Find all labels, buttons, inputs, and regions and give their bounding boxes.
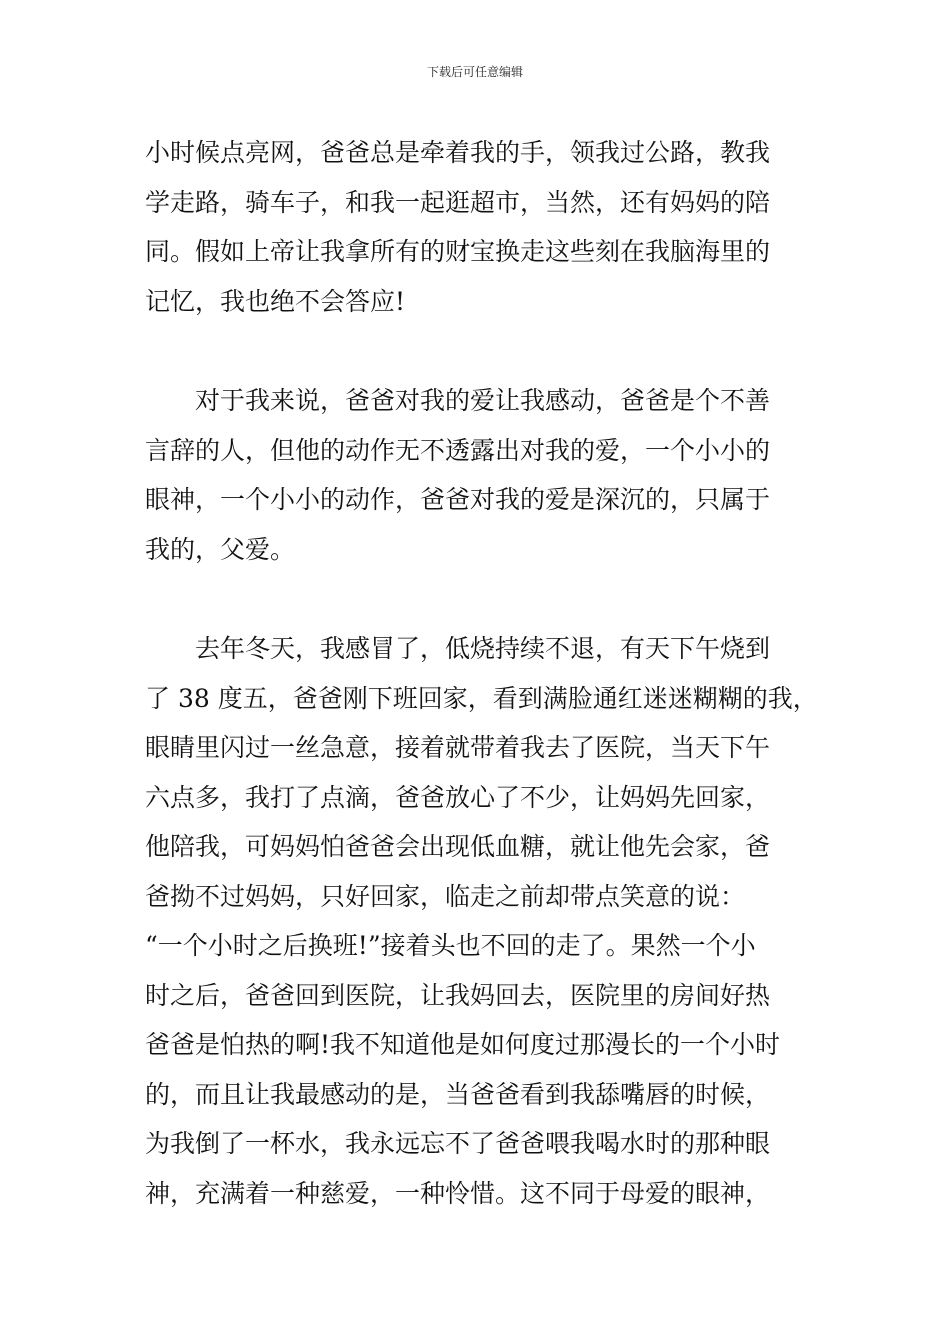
text-line: 言辞的人，但他的动作无不透露出对我的爱，一个小小的 — [145, 435, 771, 465]
paragraph-spacer — [145, 574, 825, 624]
paragraph-spacer — [145, 326, 825, 376]
text-line: 爸拗不过妈妈，只好回家，临走之前却带点笑意的说： — [145, 881, 746, 911]
text-line: 去年冬天，我感冒了，低烧持续不退，有天下午烧到 — [195, 634, 771, 663]
text-line: 小时候点亮网，爸爸总是牵着我的手，领我过公路，教我 — [145, 138, 771, 167]
text-line: “一个小时之后换班!”接着头也不回的走了。果然一个小 — [145, 931, 756, 960]
text-line: 记忆，我也绝不会答应! — [145, 286, 406, 316]
text-line: 对于我来说，爸爸对我的爱让我感动，爸爸是个不善 — [195, 386, 771, 415]
text-line: 我的，父爱。 — [145, 534, 296, 564]
paragraph-2 — [145, 376, 825, 574]
document-body — [145, 128, 825, 1218]
text-line: 眼睛里闪过一丝急意，接着就带着我去了医院，当天下午 — [145, 733, 771, 762]
page-header: 下载后可任意编辑 — [426, 65, 523, 79]
text-line: 同。假如上帝让我拿所有的财宝换走这些刻在我脑海里的 — [145, 237, 771, 266]
text-line: 了 38 度五，爸爸刚下班回家，看到满脸通红迷迷糊糊的我， — [145, 683, 818, 713]
text-line: 学走路，骑车子，和我一起逛超市，当然，还有妈妈的陪 — [145, 187, 771, 217]
paragraph-3 — [145, 624, 825, 1218]
text-line: 他陪我，可妈妈怕爸爸会出现低血糖，就让他先会家，爸 — [145, 832, 771, 861]
text-line: 六点多，我打了点滴，爸爸放心了不少，让妈妈先回家， — [145, 782, 771, 812]
text-line: 时之后，爸爸回到医院，让我妈回去，医院里的房间好热 — [145, 980, 771, 1010]
text-line: 为我倒了一杯水，我永远忘不了爸爸喂我喝水时的那种眼 — [145, 1129, 771, 1158]
paragraph-1 — [145, 128, 825, 326]
text-line: 眼神，一个小小的动作，爸爸对我的爱是深沉的，只属于 — [145, 485, 771, 514]
text-line: 神，充满着一种慈爱，一种怜惜。这不同于母爱的眼神， — [145, 1178, 771, 1208]
text-line: 的，而且让我最感动的是，当爸爸看到我舔嘴唇的时候， — [145, 1079, 771, 1109]
text-line: 爸爸是怕热的啊!我不知道他是如何度过那漫长的一个小时 — [145, 1030, 781, 1059]
